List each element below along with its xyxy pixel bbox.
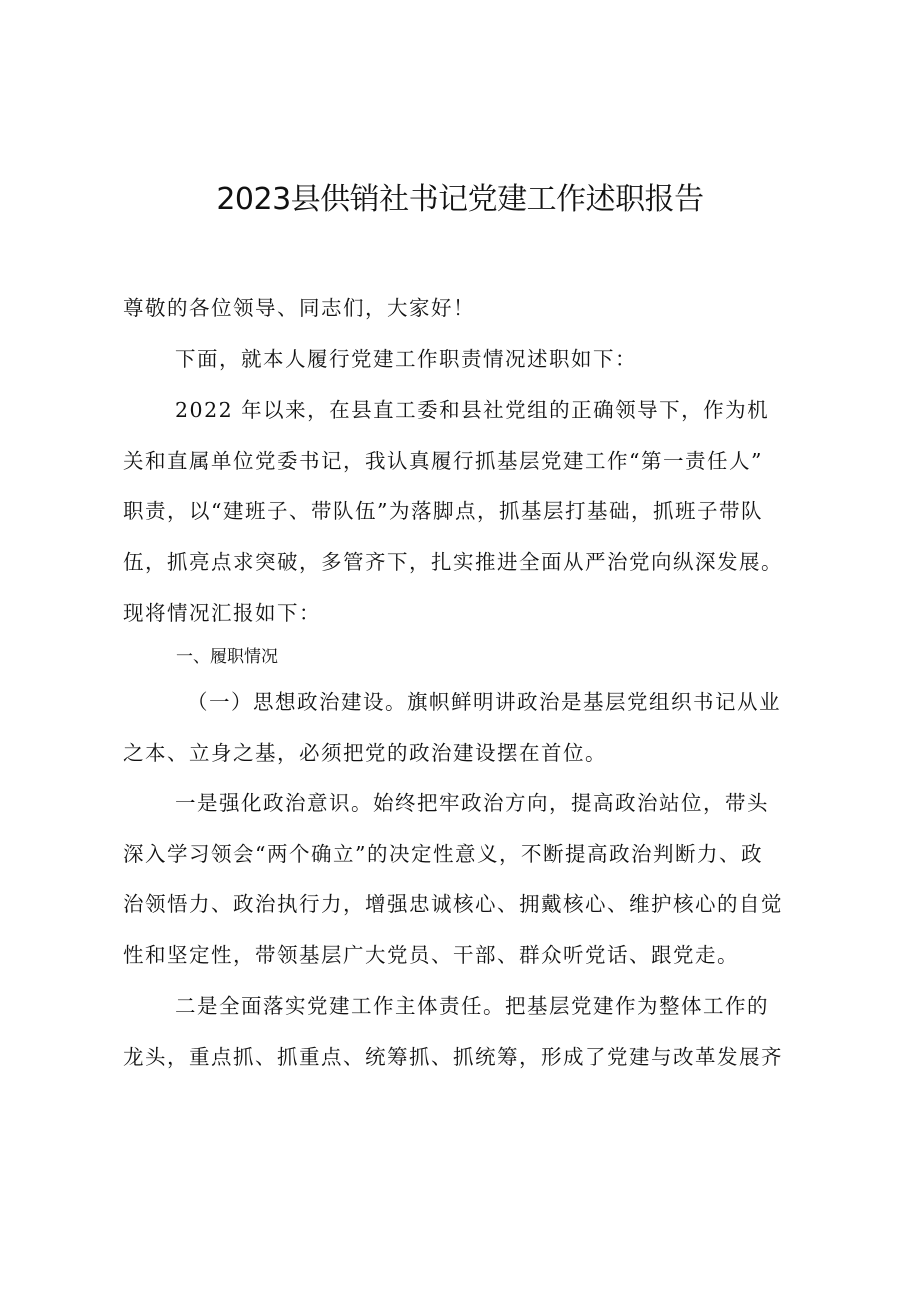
document-title: 2023县供销社书记党建工作述职报告 xyxy=(216,182,704,217)
paragraph-1-line: 职责，以“建班子、带队伍”为落脚点，抓基层打基础，抓班子带队 xyxy=(123,499,763,524)
paragraph-4 xyxy=(123,981,813,1082)
paragraph-4-line: 二是全面落实党建工作主体责任。把基层党建作为整体工作的 xyxy=(175,994,769,1018)
intro-paragraph xyxy=(123,334,813,385)
paragraph-1-line: 2022 年以来，在县直工委和县社党组的正确领导下，作为机 xyxy=(175,398,770,422)
paragraph-1 xyxy=(123,385,813,638)
paragraph-3-line: 一是强化政治意识。始终把牢政治方向，提高政治站位，带头 xyxy=(175,791,769,815)
paragraph-2 xyxy=(123,677,813,778)
section-1-heading: 一、履职情况 xyxy=(176,647,278,667)
paragraph-3 xyxy=(123,778,813,981)
greeting-line: 尊敬的各位领导、同志们，大家好！ xyxy=(123,296,475,320)
paragraph-3-line: 深入学习领会“两个确立”的决定性意义，不断提高政治判断力、政 xyxy=(123,841,763,866)
paragraph-1-line: 现将情况汇报如下： xyxy=(123,600,321,625)
paragraph-2-line: 之本、立身之基，必须把党的政治建设摆在首位。 xyxy=(123,740,607,765)
intro-line: 下面，就本人履行党建工作职责情况述职如下： xyxy=(175,347,637,371)
paragraph-1-line: 伍，抓亮点求突破，多管齐下，扎实推进全面从严治党向纵深发展。 xyxy=(123,550,783,575)
paragraph-2-line: （一）思想政治建设。旗帜鲜明讲政治是基层党组织书记从业 xyxy=(187,690,781,714)
paragraph-1-line: 关和直属单位党委书记，我认真履行抓基层党建工作“第一责任人” xyxy=(123,448,763,473)
greeting-paragraph xyxy=(123,283,813,334)
paragraph-4-line: 龙头，重点抓、抓重点、统筹抓、抓统筹，形成了党建与改革发展齐 xyxy=(123,1044,783,1069)
paragraph-3-line: 性和坚定性，带领基层广大党员、干部、群众听党话、跟党走。 xyxy=(123,943,739,968)
paragraph-3-line: 治领悟力、政治执行力，增强忠诚核心、拥戴核心、维护核心的自觉 xyxy=(123,892,783,917)
